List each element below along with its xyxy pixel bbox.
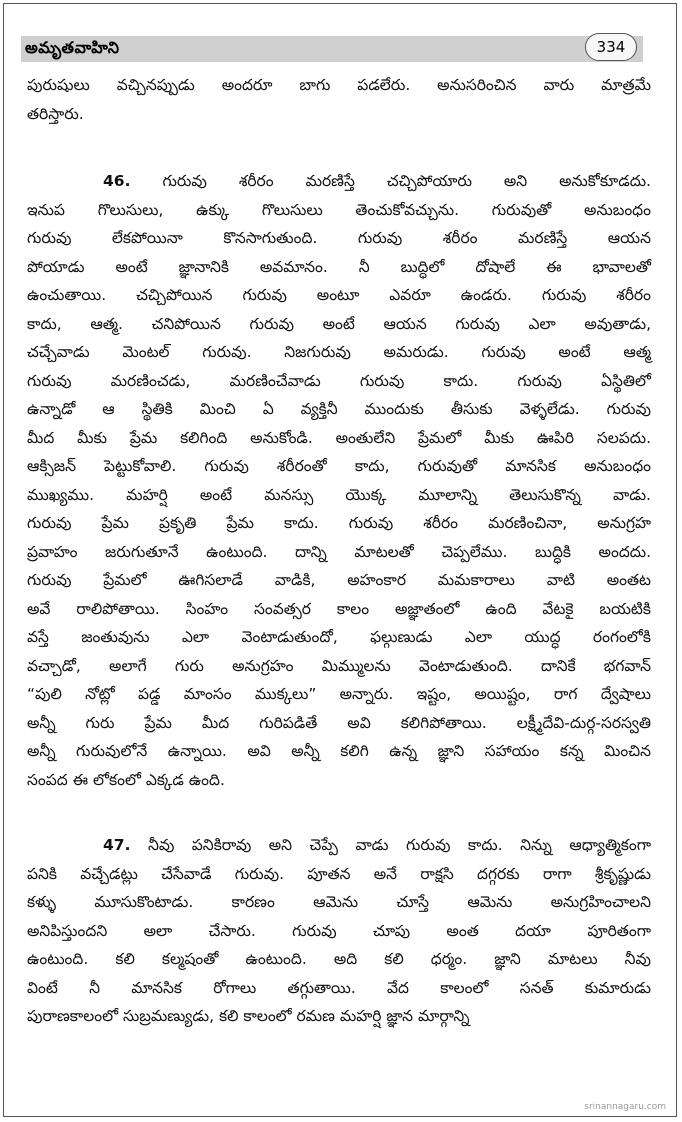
line-text: ఉంచుతాయి. చచ్చిపోయిన గురువు అంటూ ఎవరూ ఉండరు. గురువు శరీరం bbox=[27, 286, 651, 304]
text-line bbox=[27, 224, 651, 253]
text-line bbox=[27, 167, 651, 196]
line-text: గురువు ప్రేమలో ఊగిసలాడే వాడికి, అహంకార మమకారాలు వాటి అంతట bbox=[27, 571, 651, 589]
page-number-badge: 334 bbox=[585, 33, 637, 61]
line-text: పురుషులు వచ్చినప్పుడు అందరూ బాగు పడలేరు. అనుసరించిన వారు మాత్రమే bbox=[27, 76, 651, 94]
text-line bbox=[27, 100, 651, 129]
line-text: అవే రాలిపోతాయి. సింహం సంవత్సర కాలం అజ్ఞాతంలో ఉంది వేటకై బయటికి bbox=[27, 599, 651, 618]
text-line bbox=[27, 888, 651, 917]
line-text: పనికి వచ్చేడట్లు చేసేవాడే గురువు. పూతన అనే రాక్షసి దగ్గరకు రాగా శ్రీకృష్ణుడు bbox=[27, 864, 651, 883]
line-text: మీద మీకు ప్రేమ కలిగింది అనుకోండి. అంతులేని ప్రేమలో మీకు ఊపిరి సలపదు. bbox=[27, 428, 651, 447]
line-text: ఉన్నాడో ఆ స్థితికి మించి ఏ వ్యక్తినీ ముందుకు తీసుకు వెళ్ళలేడు. గురువు bbox=[27, 400, 651, 418]
line-text: పురాణకాలంలో సుబ్రమణ్యుడు, కలి కాలంలో రమణ మహర్షి జ్ఞాన మార్గాన్ని bbox=[27, 1007, 470, 1025]
page-body bbox=[27, 71, 651, 1031]
line-text: కాదు, ఆత్మ. చనిపోయిన గురువు అంటే ఆయన గురువు ఎలా అవుతాడు, bbox=[27, 314, 651, 333]
line-text: అనిపిస్తుందని అలా చేసారు. గురువు చూపు అంత దయా పూరితంగా bbox=[27, 921, 651, 940]
page-header bbox=[21, 36, 643, 62]
line-text: గురువు మరణించడు, మరణించేవాడు గురువు కాదు. గురువు ఏస్థితిలో bbox=[27, 371, 651, 390]
text-line bbox=[27, 1002, 651, 1031]
paragraph-47 bbox=[27, 831, 651, 1031]
paragraph-continuation bbox=[27, 71, 651, 128]
text-line bbox=[27, 196, 651, 225]
paragraph-number: 47. bbox=[103, 836, 131, 854]
line-text: చచ్చేవాడు మెంటల్ గురువు. నిజగురువు అమరుడు. గురువు అంటే ఆత్మ bbox=[27, 343, 651, 361]
text-line bbox=[27, 623, 651, 652]
line-text: అన్నీ గురు ప్రేమ మీద గురిపడితే అవి కలిగిపోతాయి. లక్ష్మీదేవి-దుర్గ-సరస్వతి bbox=[27, 713, 651, 732]
text-line bbox=[27, 310, 651, 339]
line-text: ఇనుప గొలుసులు, ఉక్కు గొలుసులు తెంచుకోవచ్చును. గురువుతో అనుబంధం bbox=[27, 200, 651, 219]
text-line bbox=[27, 709, 651, 738]
paragraph-46 bbox=[27, 167, 651, 794]
text-line bbox=[27, 652, 651, 681]
text-line bbox=[27, 367, 651, 396]
line-text: వింటే నీ మానసిక రోగాలు తగ్గుతాయి. వేద కాలంలో సనత్ కుమారుడు bbox=[27, 978, 651, 997]
line-text: “పులి నోట్లో పడ్డ మాంసం ముక్కలు” అన్నారు. ఇష్టం, అయిష్టం, రాగ ద్వేషాలు bbox=[27, 685, 651, 703]
line-text: గురువు ప్రేమ ప్రకృతి ప్రేమ కాదు. గురువు శరీరం మరణించినా, అనుగ్రహ bbox=[27, 514, 651, 532]
line-text: ఉంటుంది. కలి కల్మషంతో ఉంటుంది. అది కలి ధర్మం. జ్ఞాని మాటలు నీవు bbox=[27, 950, 651, 968]
text-line bbox=[27, 974, 651, 1003]
line-text: ముఖ్యము. మహర్షి అంటే మనస్సు యొక్క మూలాన్ని తెలుసుకొన్న వాడు. bbox=[27, 485, 651, 504]
text-line bbox=[27, 452, 651, 481]
text-line bbox=[27, 424, 651, 453]
text-line bbox=[27, 395, 651, 424]
line-text: ఆక్సిజన్ పెట్టుకోవాలి. గురువు శరీరంతో కాదు, గురువుతో మానసిక అనుబంధం bbox=[27, 457, 651, 475]
line-text: సంపద ఈ లోకంలో ఎక్కడ ఉంది. bbox=[27, 770, 225, 789]
text-line bbox=[27, 538, 651, 567]
line-text: అన్నీ గురువులోనే ఉన్నాయి. అవి అన్నీ కలిగి ఉన్న జ్ఞాని సహాయం కన్న మించిన bbox=[27, 742, 651, 760]
line-text: గురువు శరీరం మరణిస్తే చచ్చిపోయారు అని అనుకోకూడదు. bbox=[130, 172, 651, 190]
text-line bbox=[27, 595, 651, 624]
text-line bbox=[27, 566, 651, 595]
line-text: వచ్చాడో, అలాగే గురు అనుగ్రహం మిమ్ములను వెంటాడుతుంది. దానికే భగవాన్ bbox=[27, 656, 651, 675]
line-text: తరిస్తారు. bbox=[27, 104, 84, 123]
line-text: వస్తే జంతువును ఎలా వెంటాడుతుందో, ఫల్గుణుడు ఎలా యుద్ధ రంగంలోకి bbox=[27, 628, 651, 646]
text-line bbox=[27, 481, 651, 510]
text-line bbox=[27, 253, 651, 282]
website-watermark: srinannagaru.com bbox=[584, 1102, 666, 1112]
paragraph-number: 46. bbox=[103, 172, 131, 190]
text-line bbox=[27, 766, 651, 795]
line-text: కళ్ళు మూసుకొంటాడు. కారణం ఆమెను చూస్తే ఆమెను అనుగ్రహించాలని bbox=[27, 893, 651, 911]
text-line bbox=[27, 860, 651, 889]
text-line bbox=[27, 917, 651, 946]
text-line bbox=[27, 945, 651, 974]
book-title: అమృతవాహిని bbox=[25, 38, 120, 57]
line-text: ప్రవాహం జరుగుతూనే ఉంటుంది. దాన్ని మాటలతో చెప్పలేము. బుద్ధికి అందదు. bbox=[27, 542, 651, 561]
text-line bbox=[27, 680, 651, 709]
text-line bbox=[27, 71, 651, 100]
text-line bbox=[27, 737, 651, 766]
line-text: గురువు లేకపోయినా కొనసాగుతుంది. గురువు శరీరం మరణిస్తే ఆయన bbox=[27, 229, 651, 247]
text-line bbox=[27, 509, 651, 538]
text-line bbox=[27, 281, 651, 310]
text-line bbox=[27, 831, 651, 860]
text-line bbox=[27, 338, 651, 367]
line-text: నీవు పనికిరావు అని చెప్పే వాడు గురువు కాదు. నిన్ను ఆధ్యాత్మికంగా bbox=[130, 836, 651, 854]
line-text: పోయాడు అంటే జ్ఞానానికి అవమానం. నీ బుద్ధిలో దోషాలే ఈ భావాలతో bbox=[27, 257, 651, 276]
